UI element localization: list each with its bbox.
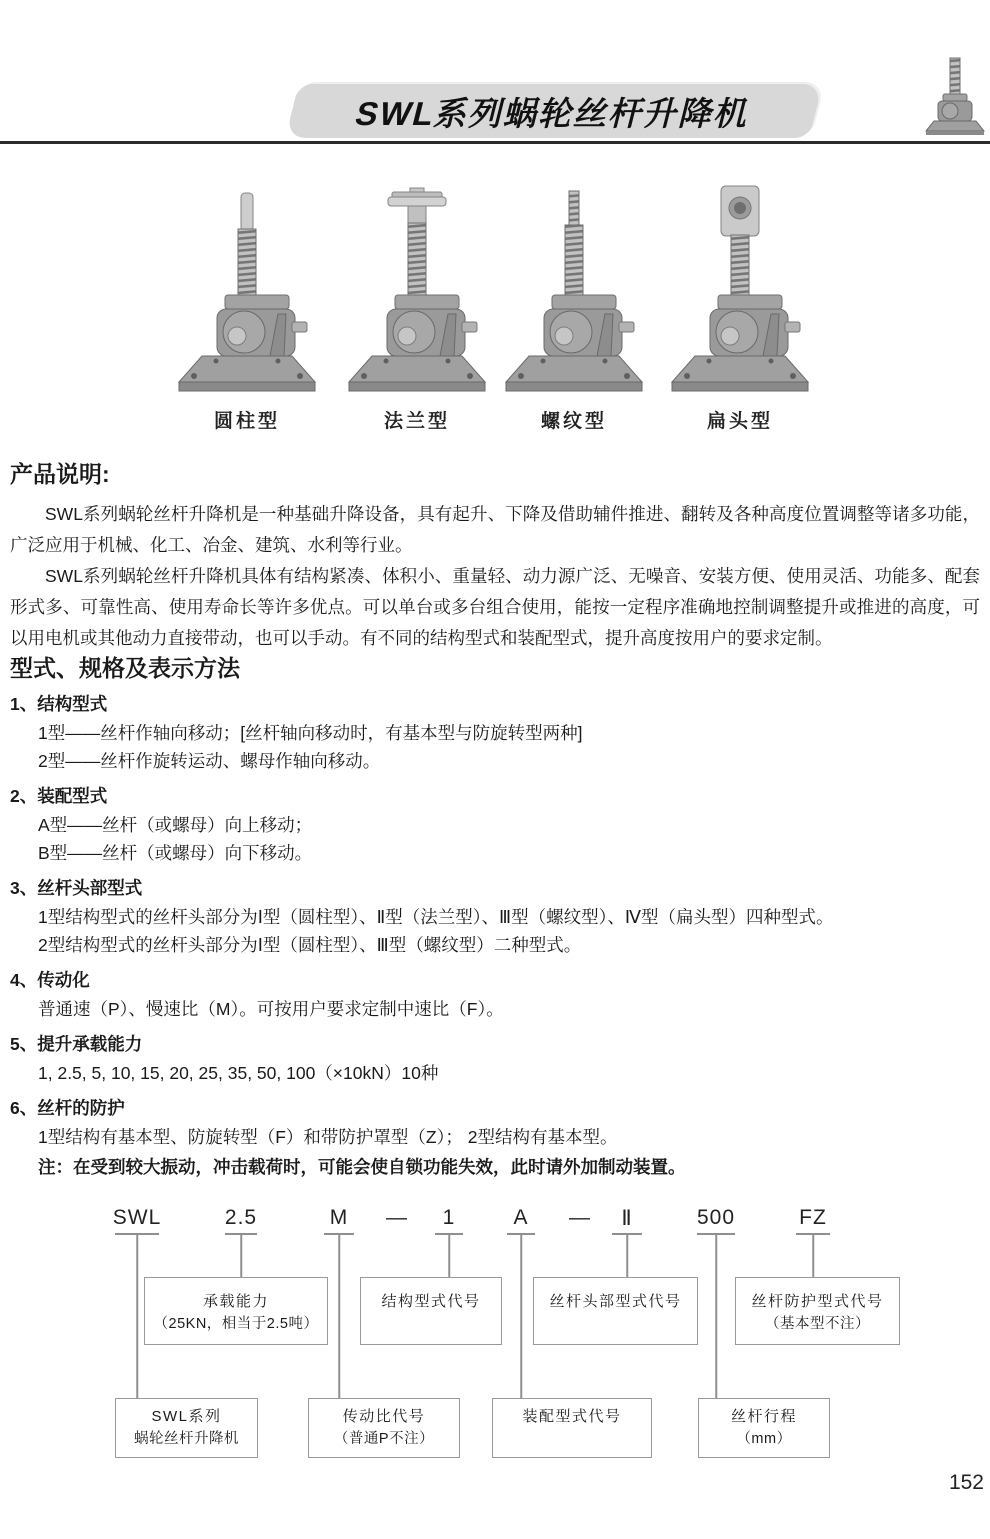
connector-line xyxy=(136,1235,138,1398)
designation-code-travel: 500 xyxy=(696,1206,736,1229)
product-label: 螺纹型 xyxy=(540,411,607,432)
spec-item-assembly xyxy=(10,785,980,867)
product-label: 圆柱型 xyxy=(213,411,280,432)
designation-code-structure: 1 xyxy=(442,1206,456,1229)
designation-dash: — xyxy=(386,1206,408,1229)
spec-section xyxy=(10,653,980,1181)
spec-item-title: 5、提升承载能力 xyxy=(10,1034,143,1054)
designation-code-ratio: M xyxy=(329,1206,349,1229)
connector-line xyxy=(448,1235,450,1277)
designation-box-line: （普通P不注） xyxy=(333,1431,435,1447)
designation-box-line: 丝杆防护型式代号 xyxy=(751,1293,884,1310)
spec-item-line: 1型结构型式的丝杆头部分为Ⅰ型（圆柱型）、Ⅱ型（法兰型）、Ⅲ型（螺纹型）、Ⅳ型（扁头型）四种型式。 xyxy=(38,907,834,927)
connector-line xyxy=(812,1235,814,1277)
screw-jack-threaded-image xyxy=(499,183,649,398)
connector-line xyxy=(520,1235,522,1398)
spec-item-line: 1型结构有基本型、防旋转型（F）和带防护罩型（Z）； 2型结构有基本型。 xyxy=(38,1127,618,1147)
description-heading: 产品说明: xyxy=(10,461,110,487)
screw-jack-flange-image xyxy=(342,183,492,398)
designation-dash: — xyxy=(569,1206,591,1229)
spec-item-screw-head xyxy=(10,877,980,959)
product-figure-flathead xyxy=(665,183,815,433)
designation-box-series xyxy=(115,1398,258,1458)
designation-box-capacity xyxy=(144,1277,328,1345)
page-number: 152 xyxy=(948,1471,984,1494)
spec-item-line: 2型结构型式的丝杆头部分为Ⅰ型（圆柱型）、Ⅲ型（螺纹型）二种型式。 xyxy=(38,935,582,955)
designation-box-line: 传动比代号 xyxy=(342,1408,426,1425)
designation-box-line: （25KN，相当于2.5吨） xyxy=(153,1316,319,1332)
spec-item-structure xyxy=(10,693,980,775)
designation-code-capacity: 2.5 xyxy=(224,1206,258,1229)
spec-item-capacity xyxy=(10,1033,980,1087)
spec-item-line: 2型——丝杆作旋转运动、螺母作轴向移动。 xyxy=(38,751,381,771)
spec-item-title: 2、装配型式 xyxy=(10,786,108,806)
description-paragraph: SWL系列蜗轮丝杆升降机是一种基础升降设备，具有起升、下降及借助辅件推进、翻转及各种高度位置调整等诸多功能，广泛应用于机械、化工、冶金、建筑、水利等行业。 xyxy=(10,504,980,555)
screw-jack-flathead-image xyxy=(665,183,815,398)
designation-box-travel xyxy=(698,1398,830,1458)
designation-box-line: 丝杆行程 xyxy=(730,1408,797,1425)
spec-heading: 型式、规格及表示方法 xyxy=(10,655,240,681)
connector-line xyxy=(240,1235,242,1277)
designation-box-ratio xyxy=(308,1398,460,1458)
connector-line xyxy=(715,1235,717,1398)
header-divider xyxy=(0,141,990,144)
designation-box-line: 承载能力 xyxy=(202,1293,269,1310)
spec-item-title: 4、传动化 xyxy=(10,970,90,990)
screw-jack-cylindrical-image xyxy=(172,183,322,398)
page-title: SWL系列蜗轮丝杆升降机 xyxy=(351,94,756,132)
screw-jack-thumbnail-icon xyxy=(924,56,986,138)
spec-item-title: 6、丝杆的防护 xyxy=(10,1098,125,1118)
spec-item-line: A型——丝杆（或螺母）向上移动； xyxy=(38,815,313,835)
product-figure-flange xyxy=(342,183,492,433)
designation-box-line: 结构型式代号 xyxy=(381,1293,481,1310)
spec-item-title: 3、丝杆头部型式 xyxy=(10,878,143,898)
connector-line xyxy=(338,1235,340,1398)
spec-item-line: 1, 2.5, 5, 10, 15, 20, 25, 35, 50, 100（×10kN）10种 xyxy=(38,1063,439,1083)
spec-item-transmission xyxy=(10,969,980,1023)
product-figure-threaded xyxy=(499,183,649,433)
designation-box-structure xyxy=(360,1277,502,1345)
spec-item-line: 1型——丝杆作轴向移动；[丝杆轴向移动时，有基本型与防旋转型两种] xyxy=(38,723,583,743)
product-label: 扁头型 xyxy=(706,411,773,432)
designation-box-line: 装配型式代号 xyxy=(522,1408,622,1425)
description-paragraph: SWL系列蜗轮丝杆升降机具体有结构紧凑、体积小、重量轻、动力源广泛、无噪音、安装方便、使用灵活、功能多、配套形式多、可靠性高、使用寿命长等许多优点。可以单台或多台组合使用，能按一定程序准确地控制调整提升或推进的高度，可以用电机或其他动力直接带动，也可以手动。有不同的结构型式和装配型式，提升高度按用户的要求定制。 xyxy=(10,566,980,648)
spec-note: 注：在受到较大振动，冲击载荷时，可能会使自锁功能失效，此时请外加制动装置。 xyxy=(38,1157,686,1177)
designation-code-head: Ⅱ xyxy=(621,1207,633,1230)
connector-line xyxy=(626,1235,628,1277)
designation-box-protection xyxy=(735,1277,900,1345)
spec-item-title: 1、结构型式 xyxy=(10,694,108,714)
designation-box-line: 丝杆头部型式代号 xyxy=(549,1293,682,1310)
designation-code-protection: FZ xyxy=(799,1206,827,1229)
product-figure-cylindrical xyxy=(172,183,322,433)
spec-item-line: B型——丝杆（或螺母）向下移动。 xyxy=(38,843,313,863)
designation-box-line: （基本型不注） xyxy=(765,1316,870,1332)
product-label: 法兰型 xyxy=(383,411,450,432)
product-description-section xyxy=(10,459,980,654)
designation-box-head xyxy=(533,1277,698,1345)
designation-box-line: 蜗轮丝杆升降机 xyxy=(134,1431,239,1447)
designation-box-line: （mm） xyxy=(736,1431,792,1447)
designation-box-line: SWL系列 xyxy=(151,1408,222,1425)
page-title-banner xyxy=(285,84,822,138)
spec-item-line: 普通速（P）、慢速比（M）。可按用户要求定制中速比（F）。 xyxy=(38,999,504,1019)
designation-code-assembly: A xyxy=(513,1206,529,1229)
designation-box-assembly xyxy=(492,1398,652,1458)
designation-code-series: SWL xyxy=(112,1206,162,1229)
spec-item-protection xyxy=(10,1097,980,1181)
